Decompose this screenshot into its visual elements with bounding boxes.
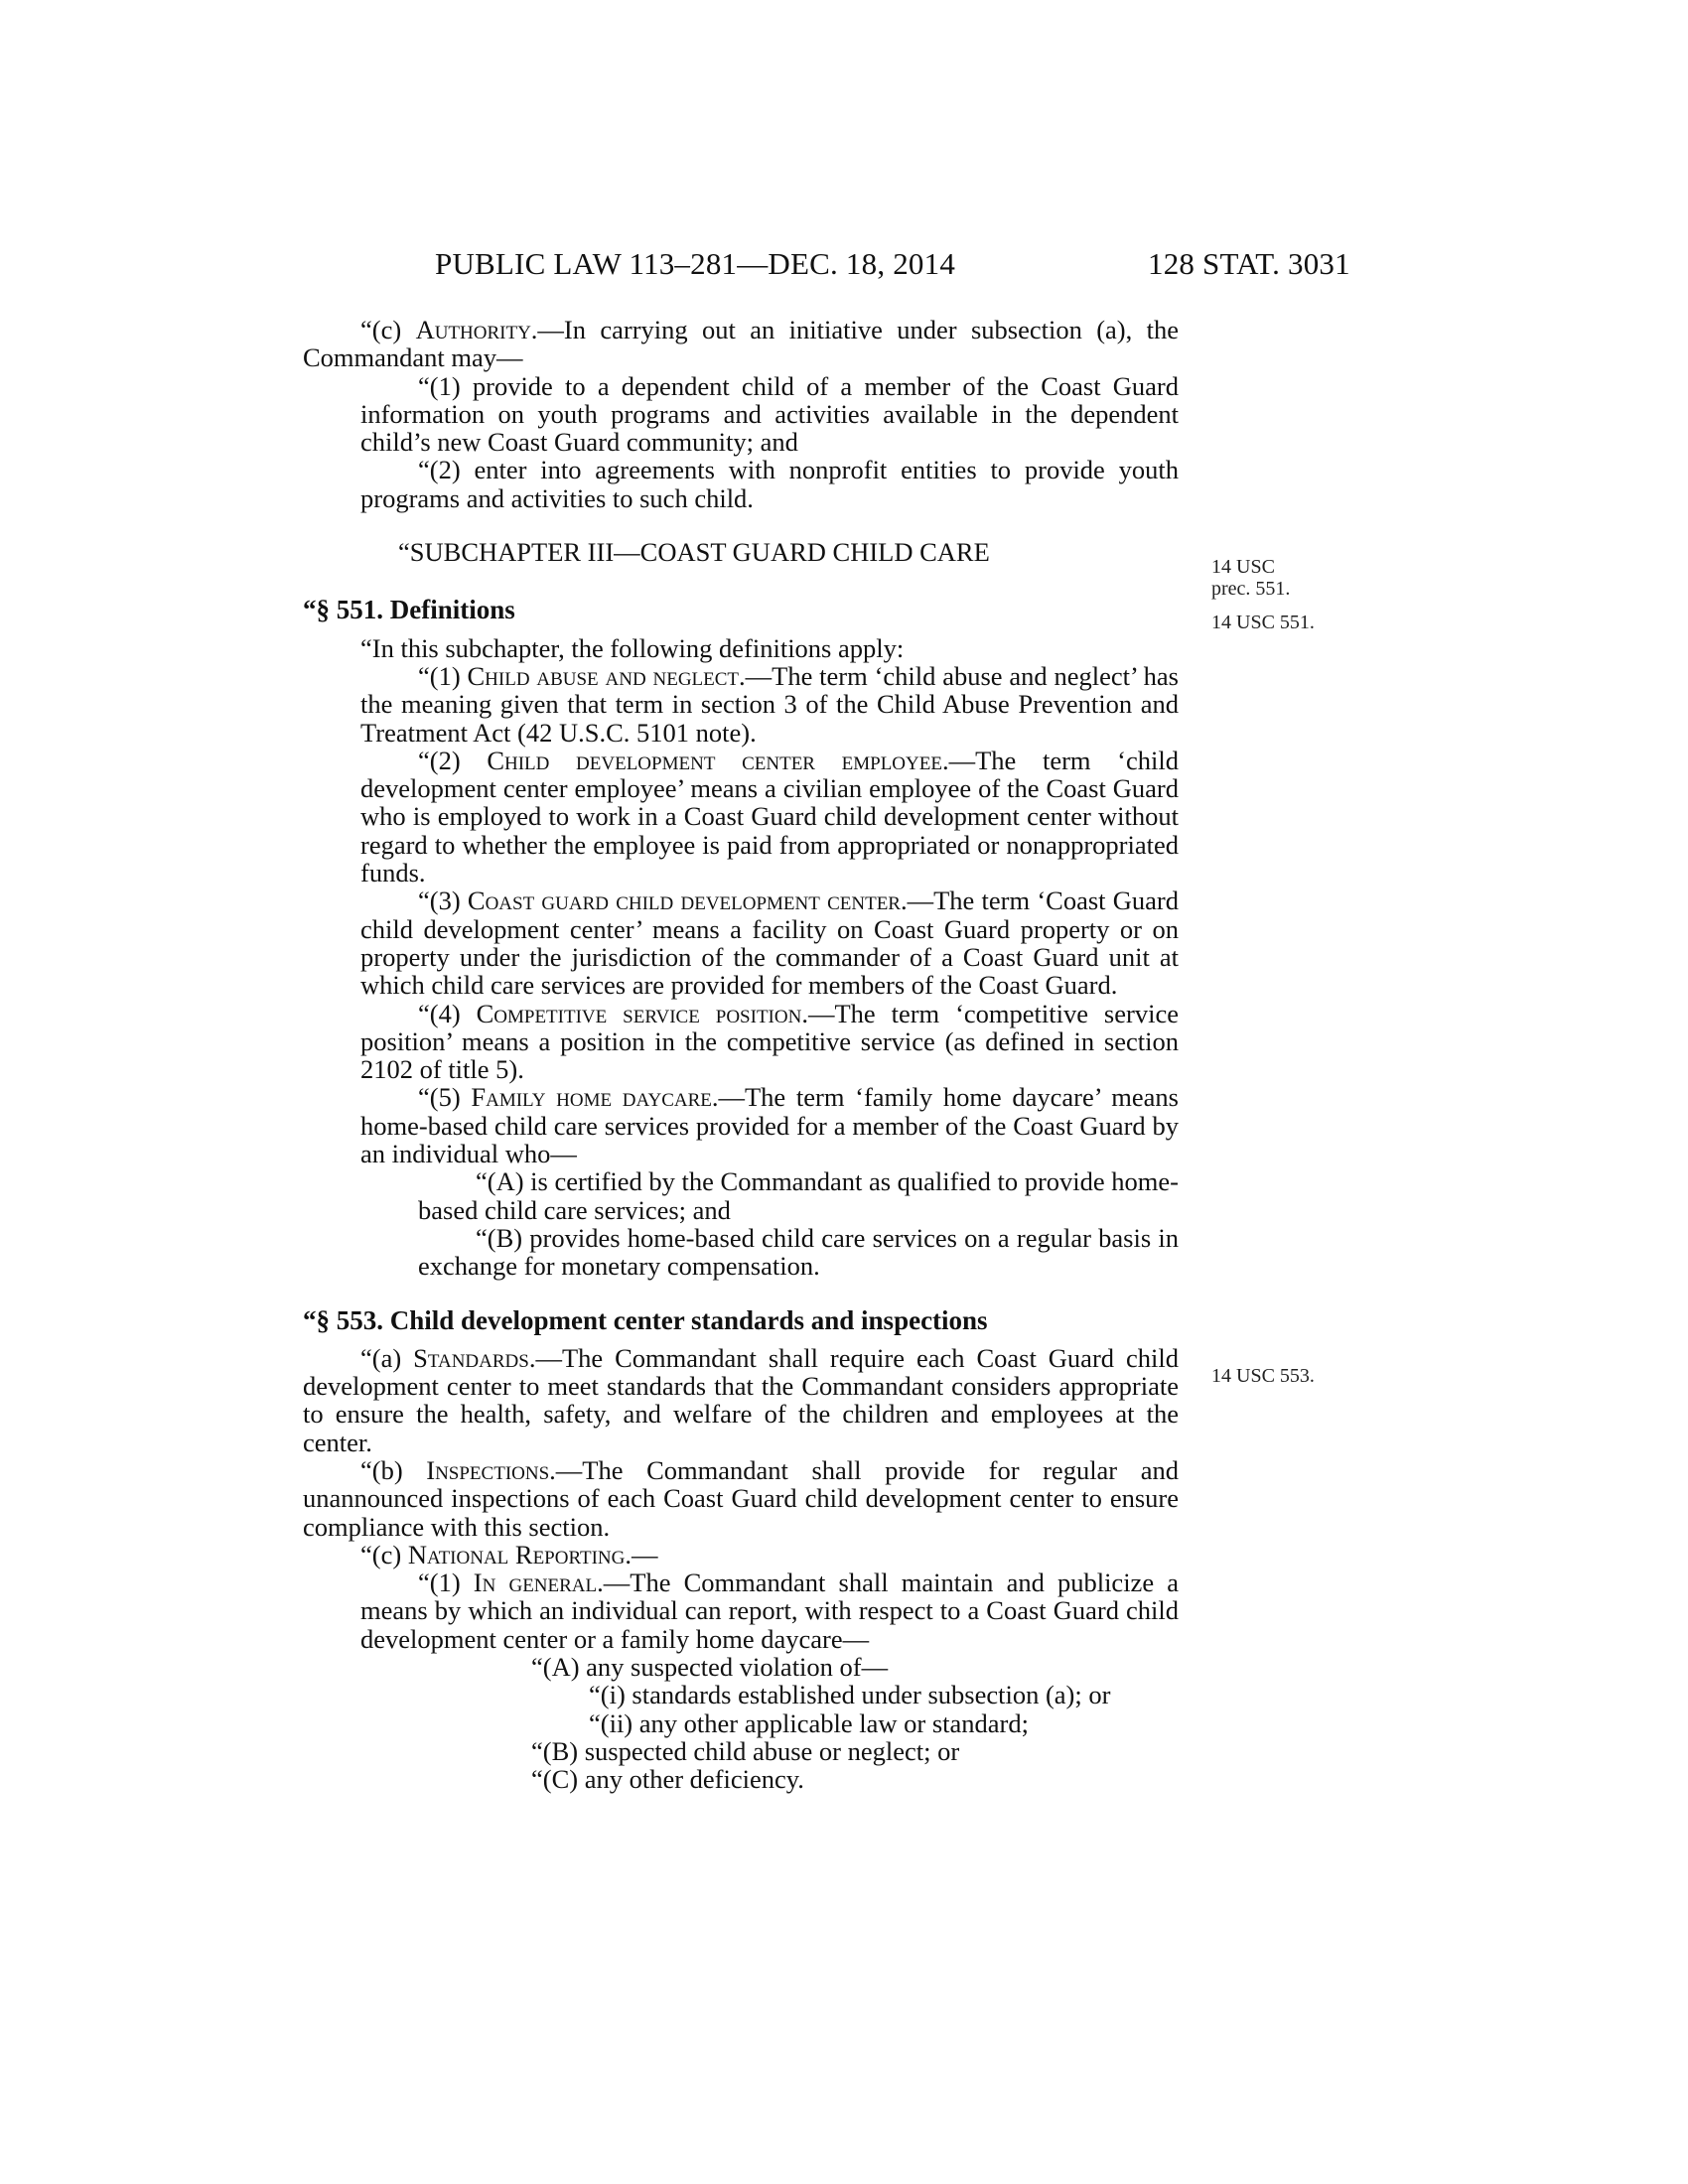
definition-1: “(1) Child abuse and neglect.—The term ‘child abuse and neglect’ has the meaning given that term in section 3 of the Child Abuse Prevention and Treatment Act (42 U.S.C. 5101 note). xyxy=(360,660,1179,748)
paragraph-c1-C: “(C) any other deficiency. xyxy=(531,1764,804,1795)
paragraph-c1-A-ii: “(ii) any other applicable law or standard; xyxy=(589,1707,1029,1738)
definition-3: “(3) Coast guard child development center.—The term ‘Coast Guard child development center’ means a facility on Coast Guard property or on property under the jurisdiction of the commander of a Coast Guard unit at which child care services are provided for members of the Coast Guard. xyxy=(360,886,1179,1001)
subchapter-heading: “SUBCHAPTER III—COAST GUARD CHILD CARE xyxy=(398,537,990,568)
paragraph-c1-B: “(B) suspected child abuse or neglect; or xyxy=(531,1735,960,1766)
statute-text-column xyxy=(303,316,1179,1794)
paragraph-b-inspections: “(b) Inspections.—The Commandant shall provide for regular and unannounced inspections of each Coast Guard child development center to ensure compliance with this section. xyxy=(303,1454,1179,1542)
section-553-heading: “§ 553. Child development center standards and inspections xyxy=(303,1304,988,1335)
paragraph-c-authority: “(c) Authority.—In carrying out an initiative under subsection (a), the Commandant may— xyxy=(303,315,1179,373)
running-header-title: PUBLIC LAW 113–281—DEC. 18, 2014 xyxy=(435,246,956,281)
paragraph-c-national-reporting: “(c) National Reporting.— xyxy=(360,1539,658,1570)
paragraph-c2: “(2) enter into agreements with nonprofit entities to provide youth programs and activities to such child. xyxy=(360,455,1179,513)
definition-2: “(2) Child development center employee.—The term ‘child development center employee’ means a civilian employee of the Coast Guard who is employed to work in a Coast Guard child development center without regard to whether the employee is paid from appropriated or nonappropriated funds. xyxy=(360,745,1179,888)
margin-note-line: 14 USC xyxy=(1211,556,1275,578)
margin-note-prec551 xyxy=(1211,556,1290,600)
margin-note-551: 14 USC 551. xyxy=(1211,612,1315,633)
definition-4: “(4) Competitive service position.—The term ‘competitive service position’ means a position in the competitive service (as defined in section 2102 of title 5). xyxy=(360,998,1179,1085)
paragraph-c1: “(1) provide to a dependent child of a member of the Coast Guard information on youth programs and activities available in the dependent child’s new Coast Guard community; and xyxy=(360,370,1179,458)
margin-note-line: prec. 551. xyxy=(1211,578,1291,600)
definition-5-A: “(A) is certified by the Commandant as qualified to provide home-based child care services; and xyxy=(418,1166,1179,1225)
paragraph-c1-A-i: “(i) standards established under subsection (a); or xyxy=(589,1680,1111,1710)
section-551-intro: “In this subchapter, the following definitions apply: xyxy=(360,632,905,663)
paragraph-c1-in-general: “(1) In general.—The Commandant shall maintain and publicize a means by which an individual can report, with respect to a Coast Guard child development center or a family home daycare— xyxy=(360,1568,1179,1654)
paragraph-c1-A: “(A) any suspected violation of— xyxy=(531,1652,889,1683)
paragraph-a-standards: “(a) Standards.—The Commandant shall require each Coast Guard child development center to meet standards that the Commandant considers appropriate to ensure the health, safety, and welfare of the children and employees at the center. xyxy=(303,1342,1179,1457)
definition-5: “(5) Family home daycare.—The term ‘family home daycare’ means home-based child care services provided for a member of the Coast Guard by an individual who— xyxy=(360,1082,1179,1169)
section-551-heading: “§ 551. Definitions xyxy=(303,595,515,625)
statute-page-number: 128 STAT. 3031 xyxy=(1148,246,1350,281)
definition-5-B: “(B) provides home-based child care services on a regular basis in exchange for monetary compensation. xyxy=(418,1222,1179,1282)
margin-note-553: 14 USC 553. xyxy=(1211,1365,1315,1387)
